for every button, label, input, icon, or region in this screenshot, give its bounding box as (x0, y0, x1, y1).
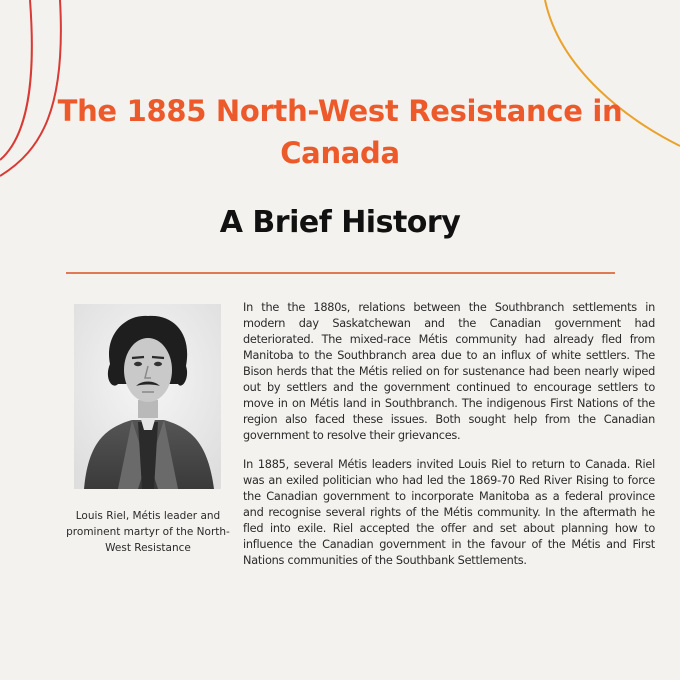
portrait-photo (74, 304, 221, 489)
body-text (243, 300, 655, 582)
page-title: The 1885 North-West Resistance in Canada (57, 94, 623, 170)
paragraph-1: In the the 1880s, relations between the Southbranch settlements in modern day Saskatchewan and the Canadian government had deteriorated. The mixed-race Métis community had already fled from Manitoba to the Southbranch area due to an influx of white settlers. The Bison herds that the Métis relied on for sustenance had been nearly wiped out by settlers and the government continued to encourage settlers to move in on Métis land in Southbranch. The indigenous First Nations of the region also faced these issues. Both sought help from the Canadian government to resolve their grievances. (243, 301, 655, 442)
portrait-illustration (74, 304, 221, 489)
portrait-caption: Louis Riel, Métis leader and prominent martyr of the North-West Resistance (66, 510, 230, 554)
paragraph-2: In 1885, several Métis leaders invited Louis Riel to return to Canada. Riel was an exiled politician who had led the 1869-70 Red River Rising to force the Canadian government to incorporate Manitoba as a federal province and recognise several rights of the Métis community. In the aftermath he fled into exile. Riel accepted the offer and set about planning how to influence the Canadian government in the favour of the Métis and First Nations communities of the Southbank Settlements. (243, 458, 655, 567)
page-subtitle: A Brief History (219, 205, 461, 240)
divider (66, 272, 615, 274)
